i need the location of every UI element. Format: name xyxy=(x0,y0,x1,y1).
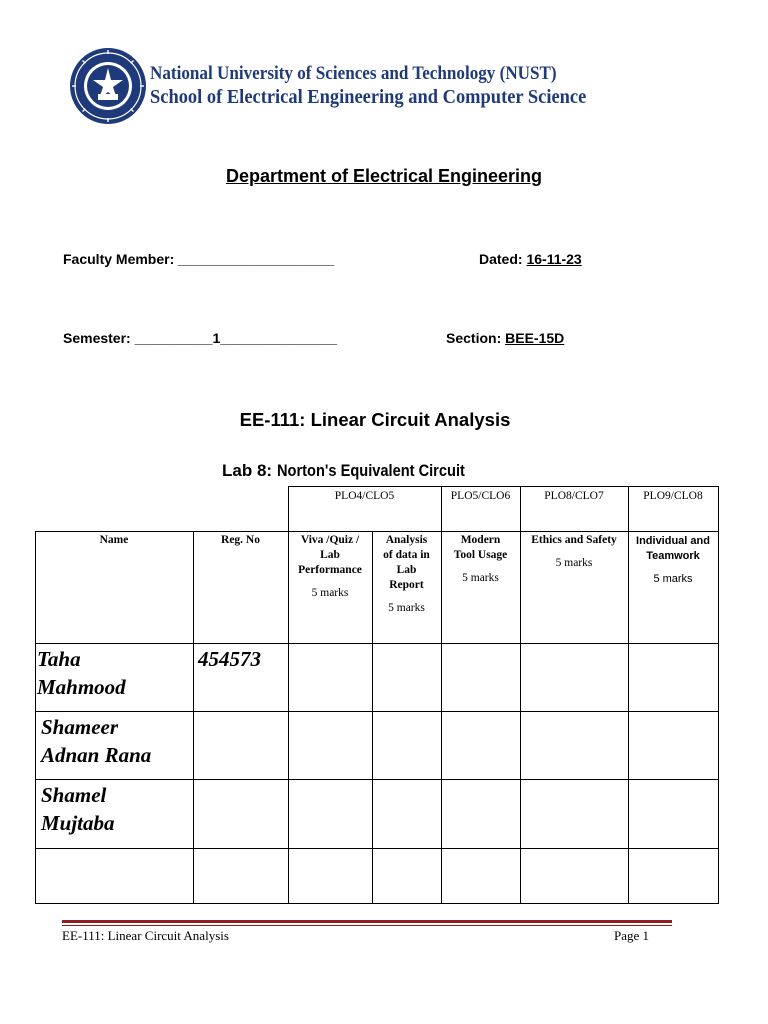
school-name: School of Electrical Engineering and Computer Science xyxy=(150,86,587,108)
plo-header: PLO4/CLO5 xyxy=(334,490,395,502)
semester-field xyxy=(63,330,337,346)
plo-header: PLO8/CLO7 xyxy=(544,490,604,502)
nust-logo xyxy=(68,46,148,126)
criteria-marks: 5 marks xyxy=(388,602,425,614)
footer-course: EE-111: Linear Circuit Analysis xyxy=(62,928,229,943)
dated-field xyxy=(479,251,582,267)
plo-header: PLO9/CLO8 xyxy=(643,490,703,502)
plo-header: PLO5/CLO6 xyxy=(450,490,511,502)
student-reg-no: 454573 xyxy=(198,647,261,671)
faculty-field xyxy=(63,251,334,267)
section-label: Section: xyxy=(446,330,502,346)
footer-page-number: Page 1 xyxy=(614,928,650,943)
course-title: EE-111: Linear Circuit Analysis xyxy=(239,409,511,430)
criteria-modern-tool: Modern Tool Usage 5 marks xyxy=(441,533,520,586)
university-name: National University of Sciences and Technology (NUST) xyxy=(150,63,557,84)
student-name: Shameer Adnan Rana xyxy=(41,715,152,767)
criteria-marks: 5 marks xyxy=(311,587,349,599)
section-value: BEE-15D xyxy=(505,330,565,346)
column-header-reg: Reg. No xyxy=(221,534,260,546)
semester-label: Semester: xyxy=(63,330,131,346)
lab-heading xyxy=(222,461,495,481)
criteria-marks: 5 marks xyxy=(555,557,593,569)
footer-divider xyxy=(62,920,672,923)
faculty-value: ____________________ xyxy=(178,251,334,267)
criteria-teamwork: Individual and Teamwork 5 marks xyxy=(628,534,718,587)
dated-label: Dated: xyxy=(479,251,523,267)
dated-value: 16-11-23 xyxy=(526,251,582,267)
criteria-marks: 5 marks xyxy=(462,572,499,584)
lab-name: Norton's Equivalent Circuit xyxy=(276,461,465,480)
lab-label: Lab 8: xyxy=(222,461,273,480)
semester-value: __________1_______________ xyxy=(134,330,338,346)
student-name: Shamel Mujtaba xyxy=(41,783,115,835)
criteria-analysis: Analysis of data in Lab Report 5 marks xyxy=(372,533,441,616)
criteria-marks: 5 marks xyxy=(653,573,693,585)
faculty-label: Faculty Member: xyxy=(63,251,175,267)
footer-divider xyxy=(62,925,672,926)
criteria-ethics: Ethics and Safety 5 marks xyxy=(520,533,628,571)
column-header-name: Name xyxy=(99,534,129,546)
department-title: Department of Electrical Engineering xyxy=(225,166,543,186)
criteria-viva: Viva /Quiz / Lab Performance 5 marks xyxy=(288,533,372,601)
section-field xyxy=(446,330,564,346)
student-name: Taha Mahmood xyxy=(37,647,126,699)
